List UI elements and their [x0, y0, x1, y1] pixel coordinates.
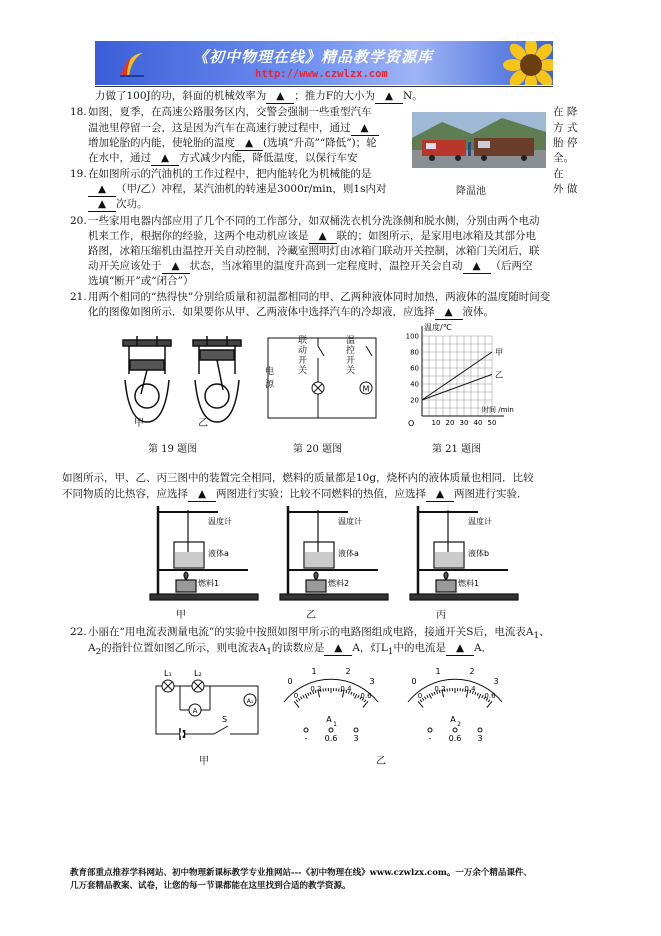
answer-blank[interactable]: ▲	[375, 90, 403, 104]
scale-bottom-label: 0.4	[464, 685, 476, 693]
fig20-caption: 第 20 题图	[293, 444, 343, 455]
switch-S-label: S	[222, 715, 228, 724]
fig19-label-jia: 甲	[134, 418, 144, 429]
answer-blank[interactable]: ▲	[435, 306, 463, 320]
scale-top-label: 1	[311, 667, 317, 676]
scale-bottom-label: 0.2	[310, 685, 322, 693]
engine-yi	[193, 336, 241, 422]
meter-name: A	[450, 715, 456, 724]
q22-circuit-caption: 甲	[199, 756, 209, 767]
fig19-label-yi: 乙	[198, 418, 208, 429]
scale-top-label: 2	[345, 667, 351, 676]
lamp-L1-label: L₁	[164, 669, 172, 678]
terminal-icon	[428, 728, 432, 732]
sunflower-icon	[503, 41, 553, 85]
photo-caption: 降温池	[456, 186, 486, 197]
q18-line1: 如图，夏季，在高速公路服务区内，交警会强制一些重型汽车	[88, 106, 372, 118]
scale-bottom-label: 0.2	[434, 685, 446, 693]
x-tick-label: 10	[431, 419, 441, 427]
liquid-label: 液体a	[208, 549, 229, 558]
thermometer-label: 温度计	[338, 517, 362, 526]
answer-blank[interactable]: ▲	[188, 488, 216, 502]
answer-blank[interactable]: ▲	[324, 642, 352, 656]
fuel-label: 燃料2	[328, 579, 350, 588]
scale-bottom-label: 0	[417, 692, 423, 700]
terminal-icon	[304, 728, 308, 732]
scale-bottom-label: 0.6	[484, 692, 496, 700]
series-label: 乙	[495, 370, 503, 380]
scale-top-label: 0	[287, 677, 293, 686]
scale-top-label: 0	[411, 677, 417, 686]
header-banner	[95, 41, 553, 85]
temp-switch-label: 温控开关	[346, 336, 356, 376]
ammeter-A1-label: A₁	[246, 698, 254, 705]
terminal-label: 0.6	[324, 734, 338, 743]
q18-line1-right: 在 降	[553, 106, 578, 118]
answer-blank[interactable]: ▲	[426, 488, 454, 502]
answer-blank[interactable]: ▲	[266, 90, 294, 104]
footer-line2: 几万套精品教案、试卷，让您的每一节课都能在这里找到合适的教学资源。	[70, 881, 351, 891]
scale-top-label: 1	[435, 667, 441, 676]
answer-blank[interactable]: ▲	[446, 642, 474, 656]
scale-top-label: 2	[469, 667, 475, 676]
q19-number: 19.	[70, 168, 87, 180]
y-tick-label: 80	[410, 348, 419, 357]
site-logo-icon	[117, 49, 147, 79]
fig21-caption: 第 21 题图	[432, 444, 482, 455]
q21-line2: 化的图像如图所示．如果要你从甲、乙两液体中选择汽车的冷却液，应选择 ▲ 液体。	[88, 306, 494, 318]
q20-line1: 一些家用电器内部应用了几个不同的工作部分，如双桶洗衣机分洗涤侧和脱水侧，分别由两个电动	[88, 215, 540, 227]
fridge-circuit	[262, 332, 382, 424]
thermometer-label: 温度计	[208, 517, 232, 526]
ammeter-A-label: A	[192, 707, 198, 715]
y-tick-label: 100	[405, 332, 419, 341]
cooling-pool-photo	[412, 112, 546, 168]
fuel-label: 燃料1	[458, 579, 480, 588]
answer-blank[interactable]: ▲	[162, 260, 190, 274]
q18-line4: 在水中，通过 ▲ 方式减少内能，降低温度，以保行车安	[88, 152, 358, 164]
x-tick-label: 40	[473, 419, 483, 427]
heating-setup	[148, 506, 260, 604]
footer-line1: 教育部重点推荐学科网站、初中物理新课标教学专业推网站---《初中物理在线》www.czwlzx.com。一万余个精品课件、	[70, 868, 532, 878]
scale-bottom-label: 0	[293, 692, 299, 700]
ammeter-dial	[276, 666, 386, 746]
q20-number: 20.	[70, 215, 87, 227]
chart-axes	[422, 326, 504, 416]
x-tick-label: 30	[459, 419, 469, 427]
answer-blank[interactable]: ▲	[309, 230, 337, 244]
fuel-line1: 如图所示，甲、乙、丙三图中的装置完全相同，燃料的质量都是10g，烧杯内的液体质量也相同．比较	[62, 472, 534, 484]
meter-subscript: 1	[333, 721, 337, 728]
engine-jia	[123, 336, 171, 422]
y-tick-label: 40	[410, 380, 419, 389]
power-label: 电源	[265, 367, 275, 390]
series-label: 甲	[495, 348, 503, 357]
chart-xlabel: 时间 /min	[482, 406, 514, 414]
q20-line2: 机来工作，根据你的经验，这两个电动机应该是 ▲ 联的；如图所示，是家用电冰箱及其部分电	[88, 230, 536, 242]
ammeter-dial	[400, 666, 510, 746]
q20-line5: 选填“断开”或“闭合”）	[88, 275, 194, 287]
q17-tail: 力做了100J的功，斜面的机械效率为 ▲ ；推力F的大小为 ▲ N。	[95, 90, 423, 102]
answer-blank[interactable]: ▲	[88, 183, 116, 197]
terminal-label: 0.6	[448, 734, 462, 743]
q22-meters-caption: 乙	[376, 756, 386, 767]
q20-line3: 路图，冰箱压缩机由温控开关自动控制，冷藏室照明灯由冰箱门联动开关控制，冰箱门关闭后，联	[88, 245, 540, 257]
liquid-label: 液体a	[338, 549, 359, 558]
q18-line3-right: 胎 停	[553, 137, 578, 149]
terminal-label: 3	[353, 734, 359, 743]
x-tick-label: 50	[487, 419, 497, 427]
setup-label: 乙	[306, 610, 316, 621]
y-tick-label: 60	[410, 364, 419, 373]
scale-bottom-label: 0.4	[340, 685, 352, 693]
terminal-icon	[329, 728, 333, 732]
chart-ylabel: 温度/℃	[424, 323, 452, 332]
q22-line2: $A_2$的指针位置如图乙所示，则电流表$A_1$的读数应是 ▲ A，灯$L_1$中的电流是 ▲ A．	[88, 642, 493, 658]
terminal-label: 3	[477, 734, 483, 743]
heating-setup	[408, 506, 520, 604]
terminal-label: -	[428, 734, 432, 743]
q18-line4-right: 全。	[553, 152, 574, 164]
q19-line3: ▲ 次功。	[88, 198, 148, 212]
motor-symbol: M	[362, 384, 370, 394]
answer-blank[interactable]: ▲	[88, 198, 116, 212]
fuel-line2: 不同物质的比热容，应选择 ▲ 两图进行实验；比较不同燃料的热值，应选择 ▲ 两图进行实验．	[62, 488, 528, 500]
q21-number: 21.	[70, 291, 87, 303]
q19-line2-right: 外 做	[553, 183, 578, 195]
answer-blank[interactable]: ▲	[151, 152, 179, 166]
q21-line1: 用两个相同的“热得快”分别给质量和初温都相同的甲、乙两种液体同时加热，两液体的温度随时间变	[88, 291, 551, 303]
meter-name: A	[326, 715, 332, 724]
y-tick-label: 20	[410, 396, 419, 405]
q20-line4: 动开关应该处于 ▲ 状态，当冰箱里的温度升高到一定程度时，温控开关会自动 ▲ （后两空	[88, 260, 533, 272]
answer-blank[interactable]: ▲	[351, 122, 379, 136]
scale-bottom-label: 0.6	[360, 692, 372, 700]
q19-line1: 在如图所示的汽油机的工作过程中，把内能转化为机械能的是	[88, 168, 372, 180]
header-rule	[95, 86, 553, 87]
fuel-label: 燃料1	[198, 579, 220, 588]
terminal-icon	[453, 728, 457, 732]
temperature-chart	[400, 322, 515, 432]
answer-blank[interactable]: ▲	[463, 260, 491, 274]
q22-line1: 小丽在“用电流表测量电流”的实验中按照如图甲所示的电路图组成电路，接通开关S后，电流表$A_1$、	[88, 626, 550, 642]
scale-top-label: 3	[369, 677, 375, 686]
setup-label: 甲	[176, 610, 186, 621]
terminal-icon	[354, 728, 358, 732]
x-tick-label: 20	[445, 419, 455, 427]
fig19-caption: 第 19 题图	[148, 444, 198, 455]
q22-number: 22.	[70, 626, 87, 638]
q19-line1-right: 在	[553, 168, 564, 180]
setup-label: 丙	[436, 610, 446, 621]
q22-circuit	[150, 666, 265, 746]
liquid-label: 液体b	[468, 549, 490, 558]
q18-number: 18.	[70, 106, 87, 118]
q18-line3: 增加轮胎的内能，使轮胎的温度 ▲ (选填“升高”“降低”)；轮	[88, 137, 377, 149]
chart-origin: O	[408, 419, 415, 428]
q18-line2-right: 方 式	[553, 122, 578, 134]
banner-url[interactable]: http://www.czwlzx.com	[255, 68, 388, 80]
terminal-label: -	[304, 734, 308, 743]
banner-title: 《初中物理在线》精品教学资源库	[193, 48, 434, 66]
heating-setup	[278, 506, 390, 604]
terminal-icon	[478, 728, 482, 732]
answer-blank[interactable]: ▲	[235, 137, 263, 151]
door-switch-label: 联动开关	[298, 336, 308, 376]
meter-subscript: 2	[457, 721, 461, 728]
q18-line2: 温池里停留一会，这是因为汽车在高速行驶过程中，通过 ▲	[88, 122, 379, 136]
lamp-L2-label: L₂	[194, 669, 202, 678]
thermometer-label: 温度计	[468, 517, 492, 526]
scale-top-label: 3	[493, 677, 499, 686]
q19-line2: ▲ （甲/乙）冲程，某汽油机的转速是3000r/min，则1s内对	[88, 183, 386, 197]
